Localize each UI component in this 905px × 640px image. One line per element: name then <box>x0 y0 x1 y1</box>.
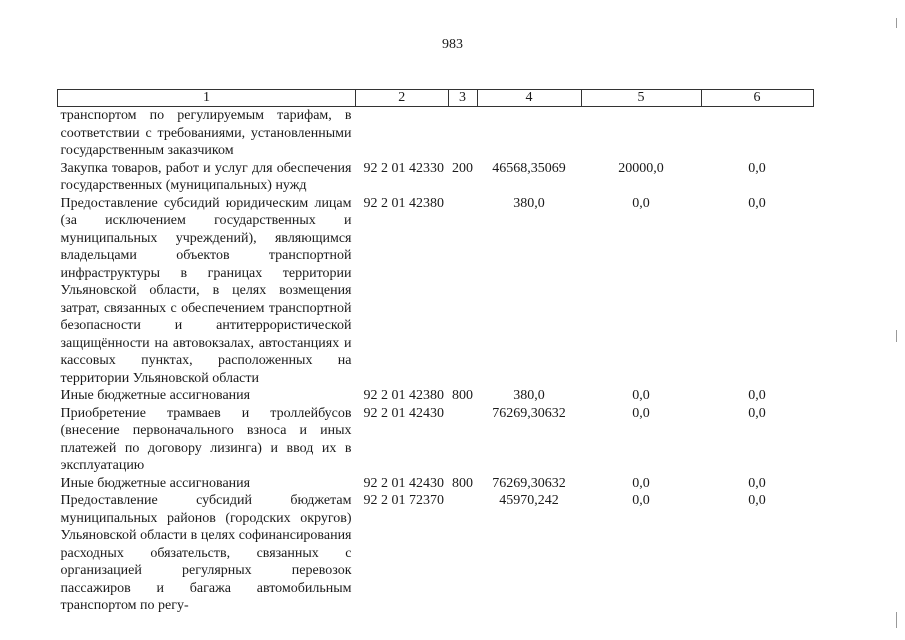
page-number: 983 <box>442 37 463 52</box>
row-code: 92 2 01 72370 <box>363 493 444 508</box>
row-value-5: 0,0 <box>632 405 650 421</box>
row-value-6: 0,0 <box>748 160 766 176</box>
row-code: 92 2 01 42430 <box>363 475 444 491</box>
row-value-6: 0,0 <box>748 195 766 211</box>
table-row <box>58 160 814 195</box>
row-value-5: 0,0 <box>632 388 650 403</box>
row-value-5: 0,0 <box>632 493 650 508</box>
row-value-6: 0,0 <box>748 493 766 508</box>
header-col-5: 5 <box>581 90 701 107</box>
row-value-5: 0,0 <box>632 475 650 491</box>
row-type <box>448 107 477 160</box>
table-row <box>58 475 814 493</box>
row-value-6: 0,0 <box>748 388 766 403</box>
scan-edge-mark <box>896 612 897 628</box>
header-col-3: 3 <box>448 90 477 107</box>
table-row <box>58 195 814 388</box>
row-value-4: 380,0 <box>513 388 545 403</box>
row-value-4: 45970,242 <box>499 493 559 508</box>
table-row <box>58 387 814 405</box>
budget-table <box>57 89 814 615</box>
row-name: Предоставление субсидий бюджетам муниципальных районов (городских округов) Ульяновской области в целях софинансирования расходных обязательств, связанных с организацией регулярных перевозок пассажиров и багажа автомобильным транспортом по регу- <box>60 493 352 613</box>
row-code: 92 2 01 42380 <box>363 195 444 211</box>
table-row <box>58 492 814 615</box>
row-value-5: 20000,0 <box>618 160 664 176</box>
row-code: 92 2 01 42330 <box>363 160 444 176</box>
row-value-4: 76269,30632 <box>492 405 566 421</box>
row-code: 92 2 01 42430 <box>363 405 444 421</box>
row-name: Приобретение трамваев и троллейбусов (внесение первоначального взноса и иных платежей по договору лизинга) и ввод их в эксплуатацию <box>60 405 352 473</box>
row-value-4 <box>477 107 581 160</box>
row-value-6: 0,0 <box>748 405 766 421</box>
table-row <box>58 107 814 160</box>
header-col-1: 1 <box>58 90 356 107</box>
row-name: Иные бюджетные ассигнования <box>60 475 251 491</box>
header-col-4: 4 <box>477 90 581 107</box>
row-type <box>448 405 477 475</box>
row-value-5: 0,0 <box>632 195 650 211</box>
row-value-4: 46568,35069 <box>492 160 566 176</box>
row-name: транспортом по регулируемым тарифам, в соответствии с требованиями, установленными государственным заказчиком <box>60 108 352 158</box>
row-type <box>448 195 477 388</box>
row-name: Предоставление субсидий юридическим лицам (за исключением государственных и муниципальных учреждений), являющимся владельцами объектов транспортной инфраструктуры в границах территории Ульяновской области, в целях возмещения затрат, связанных с обеспечением транспортной безопасности и антитеррористической защищённости на автовокзалах, автостанциях и кассовых пунктах, расположенных на территории Ульяновской области <box>60 195 352 386</box>
row-value-4: 380,0 <box>513 195 545 211</box>
header-col-2: 2 <box>356 90 449 107</box>
scan-edge-mark <box>896 18 897 28</box>
row-value-5 <box>581 107 701 160</box>
row-type <box>448 492 477 615</box>
row-name: Закупка товаров, работ и услуг для обеспечения государственных (муниципальных) нужд <box>60 160 352 193</box>
row-value-6 <box>701 107 813 160</box>
row-value-4: 76269,30632 <box>492 475 566 491</box>
row-code <box>356 107 449 160</box>
row-value-6: 0,0 <box>748 475 766 491</box>
header-col-6: 6 <box>701 90 813 107</box>
header-row <box>58 90 814 107</box>
row-code: 92 2 01 42380 <box>363 388 444 403</box>
row-type: 800 <box>452 388 473 403</box>
table-row <box>58 405 814 475</box>
row-type: 800 <box>452 475 473 491</box>
scan-edge-mark <box>896 330 897 342</box>
row-name: Иные бюджетные ассигнования <box>60 388 251 403</box>
row-type: 200 <box>452 160 473 176</box>
